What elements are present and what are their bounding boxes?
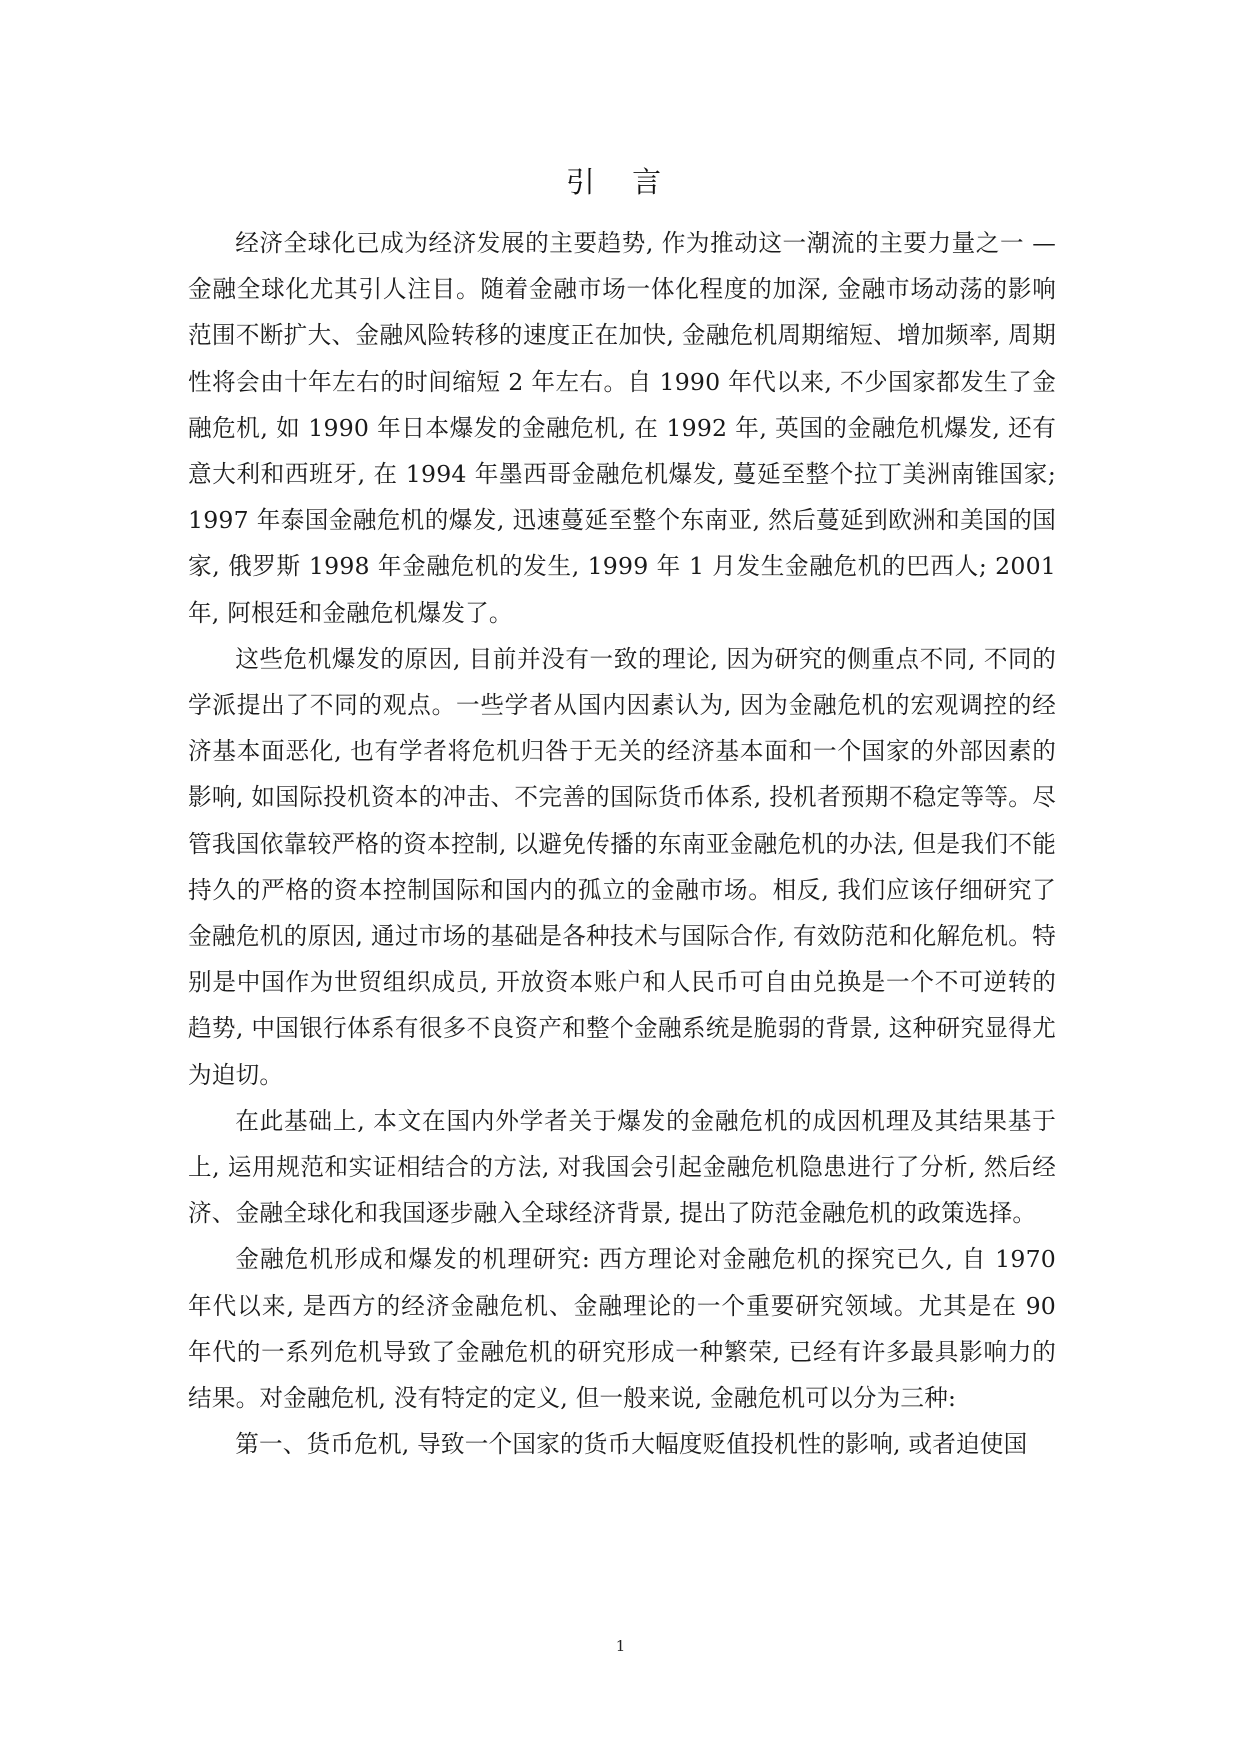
- page-number: 1: [615, 1637, 626, 1655]
- paragraph: 在此基础上, 本文在国内外学者关于爆发的金融危机的成因机理及其结果基于上, 运用规范和实证相结合的方法, 对我国会引起金融危机隐患进行了分析, 然后经济、金融全球化和我国逐步融入全球经济背景, 提出了防范金融危机的政策选择。: [188, 1106, 1056, 1228]
- paragraph: 第一、货币危机, 导致一个国家的货币大幅度贬值投机性的影响, 或者迫使国: [235, 1430, 1028, 1459]
- paragraph: 这些危机爆发的原因, 目前并没有一致的理论, 因为研究的侧重点不同, 不同的学派提出了不同的观点。一些学者从国内因素认为, 因为金融危机的宏观调控的经济基本面恶化, 也有学者将危机归咎于无关的经济基本面和一个国家的外部因素的影响, 如国际投机资本的冲击、不完善的国际货币体系, 投机者预期不稳定等等。尽管我国依靠较严格的资本控制, 以避免传播的东南亚金融危机的办法, 但是我们不能持久的严格的资本控制国际和国内的孤立的金融市场。相反, 我们应该仔细研究了金融危机的原因, 通过市场的基础是各种技术与国际合作, 有效防范和化解危机。特别是中国作为世贸组织成员, 开放资本账户和人民币可自由兑换是一个不可逆转的趋势, 中国银行体系有很多不良资产和整个金融系统是脆弱的背景, 这种研究显得尤为迫切。: [188, 644, 1056, 1089]
- body-text: [188, 220, 1056, 1467]
- page-title: 引 言: [565, 165, 676, 199]
- paragraph: 经济全球化已成为经济发展的主要趋势, 作为推动这一潮流的主要力量之一 —金融全球化尤其引人注目。随着金融市场一体化程度的加深, 金融市场动荡的影响范围不断扩大、金融风险转移的速度正在加快, 金融危机周期缩短、增加频率, 周期性将会由十年左右的时间缩短 2 年左右。自 1990 年代以来, 不少国家都发生了金融危机, 如 1990 年日本爆发的金融危机, 在 1992 年, 英国的金融危机爆发, 还有意大利和西班牙, 在 1994 年墨西哥金融危机爆发, 蔓延至整个拉丁美洲南锥国家; 1997 年泰国金融危机的爆发, 迅速蔓延至整个东南亚, 然后蔓延到欧洲和美国的国家, 俄罗斯 1998 年金融危机的发生, 1999 年 1 月发生金融危机的巴西人; 2001 年, 阿根廷和金融危机爆发了。: [188, 229, 1056, 627]
- paragraph: 金融危机形成和爆发的机理研究: 西方理论对金融危机的探究已久, 自 1970 年代以来, 是西方的经济金融危机、金融理论的一个重要研究领域。尤其是在 90 年代的一系列危机导致了金融危机的研究形成一种繁荣, 已经有许多最具影响力的结果。对金融危机, 没有特定的定义, 但一般来说, 金融危机可以分为三种:: [188, 1245, 1056, 1413]
